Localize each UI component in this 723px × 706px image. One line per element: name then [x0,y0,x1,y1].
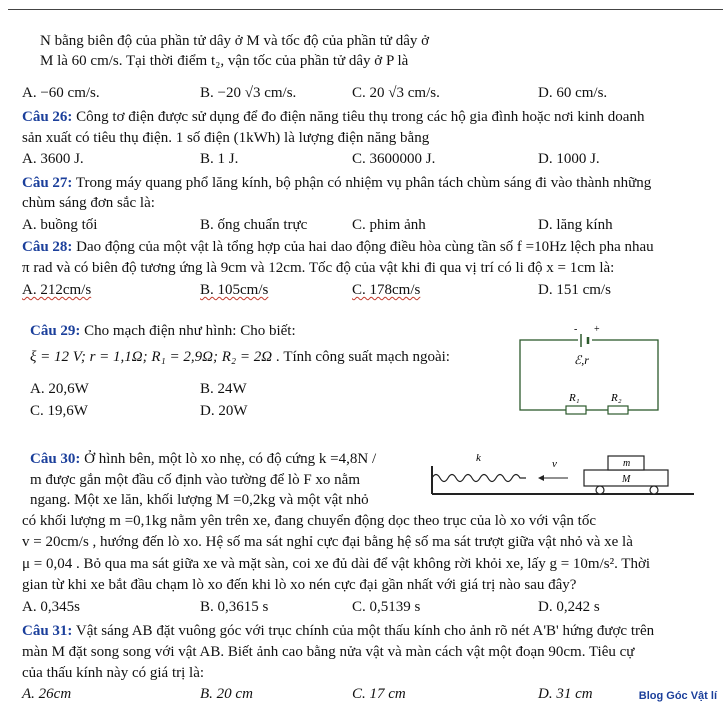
resistor-r2 [608,406,628,414]
watermark-logo: Blog Góc Vật lí [638,690,717,702]
q29-label: Câu 29: [30,323,81,339]
q28-option-b: B. 105cm/s [200,282,269,298]
cart-wheel-left [596,486,604,494]
q27-option-c: C. phim ảnh [352,217,426,233]
q27-line-1 [22,174,651,192]
q30-spring-cart-diagram [428,448,700,506]
q29-option-a: A. 20,6W [30,381,89,397]
q30-line-4: có khối lượng m =0,1kg nằm yên trên xe, đang chuyển động dọc theo trục của lò xo với vận tốc [22,513,596,529]
q31-line-2: màn M đặt song song với vật AB. Biết ảnh cao bằng nửa vật và màn cách vật một đoạn 90cm. Tiêu cự [22,644,635,660]
resistor-r1 [566,406,586,414]
q30-line-1 [30,450,376,468]
q30-line-2: m được gắn một đầu cố định vào tường để lò F xo nằm [30,472,360,488]
q30-line-7: gian từ khi xe bắt đầu chạm lò xo đến khi lò xo nén cực đại gần nhất với giá trị nào sau đây? [22,577,577,593]
q28-line-2: π rad và có biên độ tương ứng là 9cm và 12cm. Tốc độ của vật khi đi qua vị trí có li độ x = 1cm là: [22,260,615,276]
top-rule [8,9,723,10]
q28-label: Câu 28: [22,239,73,255]
q31-text-1: Vật sáng AB đặt vuông góc với trục chính của một thấu kính cho ảnh rõ nét A'B' hứng được trên [72,623,655,639]
q27-line-2: chùm sáng đơn sắc là: [22,195,155,211]
q29-line-2 [30,348,450,366]
battery-plus-sign: + [594,324,600,335]
q29-option-b: B. 24W [200,381,247,397]
velocity-label: v [552,458,557,470]
q29-formula: ξ = 12 V; r = 1,1Ω; R₁ = 2,9Ω; R₂ = 2Ω [30,349,273,365]
q26-option-a: A. 3600 J. [22,151,84,167]
q31-line-1 [22,622,654,640]
q28-option-c: C. 178cm/s [352,282,421,298]
block-m-label: m [623,458,631,469]
q31-label: Câu 31: [22,623,73,639]
q31-option-b: B. 20 cm [200,686,253,702]
q27-option-a: A. buồng tối [22,217,98,233]
q26-text-1: Công tơ điện được sử dụng để đo điện năng tiêu thụ trong các hộ gia đình hoặc nơi kinh doanh [72,109,645,125]
prev-option-d: D. 60 cm/s. [538,85,608,101]
emf-label: ℰ,r [574,353,589,367]
q30-option-b: B. 0,3615 s [200,599,269,615]
q29-circuit-diagram [518,322,666,420]
q31-option-a: A. 26cm [22,686,72,702]
q29-option-d: D. 20W [200,403,248,419]
q28-option-a: A. 212cm/s [22,282,92,298]
prev-line-2: M là 60 cm/s. Tại thời điểm t₂, vận tốc của phần tử dây ở P là [40,53,409,69]
q31-option-d: D. 31 cm [538,686,593,702]
q26-option-b: B. 1 J. [200,151,239,167]
q30-text-1: Ở hình bên, một lò xo nhẹ, có độ cứng k =4,8N / [80,451,377,467]
prev-option-c: C. 20 √3 cm/s. [352,85,440,101]
q26-line-2: sản xuất có tiêu thụ điện. 1 số điện (1kWh) là lượng điện năng bằng [22,130,430,146]
prev-option-a: A. −60 cm/s. [22,85,100,101]
prev-option-b: B. −20 √3 cm/s. [200,85,297,101]
q26-line-1 [22,108,644,126]
q27-label: Câu 27: [22,175,73,191]
q27-text-1: Trong máy quang phổ lăng kính, bộ phận có nhiệm vụ phân tách chùm sáng đi vào thành những [72,175,652,191]
spring [432,475,526,482]
q30-option-a: A. 0,345s [22,599,80,615]
q26-option-c: C. 3600000 J. [352,151,436,167]
velocity-arrowhead [538,475,544,481]
q28-option-d: D. 151 cm/s [538,282,611,298]
q28-line-1 [22,238,654,256]
cart-wheel-right [650,486,658,494]
q31-line-3: của thấu kính này có giá trị là: [22,665,205,681]
q30-option-d: D. 0,242 s [538,599,600,615]
q29-text-1: Cho mạch điện như hình: Cho biết: [80,323,296,339]
q31-option-c: C. 17 cm [352,686,406,702]
q30-label: Câu 30: [30,451,81,467]
prev-line-1: N bằng biên độ của phần tử dây ở M và tốc độ của phần tử dây ở [40,33,430,49]
q27-option-b: B. ống chuẩn trực [200,217,308,233]
q26-label: Câu 26: [22,109,73,125]
q29-text-2: . Tính công suất mạch ngoài: [272,349,450,365]
q30-option-c: C. 0,5139 s [352,599,421,615]
q28-text-1: Dao động của một vật là tổng hợp của hai dao động điều hòa cùng tần số f =10Hz lệch pha nhau [72,239,654,255]
r1-label: R₁ [569,392,580,404]
q29-option-c: C. 19,6W [30,403,88,419]
spring-k-label: k [476,452,481,464]
cart-M-label: M [622,474,631,485]
q30-line-5: v = 20cm/s , hướng đến lò xo. Hệ số ma sát nghỉ cực đại bằng hệ số ma sát trượt giữa vật nhỏ và xe là [22,534,633,550]
q26-option-d: D. 1000 J. [538,151,600,167]
q27-option-d: D. lăng kính [538,217,613,233]
battery-minus-sign: - [574,324,578,335]
q29-line-1 [30,322,296,340]
circuit-wire [520,340,658,410]
r2-label: R₂ [611,392,622,404]
q30-line-6: μ = 0,04 . Bỏ qua ma sát giữa xe và mặt sàn, coi xe đủ dài để vật không rời khỏi xe, lấy g = 10m/s². Thời [22,556,651,572]
q30-line-3: ngang. Một xe lăn, khối lượng M =0,2kg và một vật nhỏ [30,492,369,508]
